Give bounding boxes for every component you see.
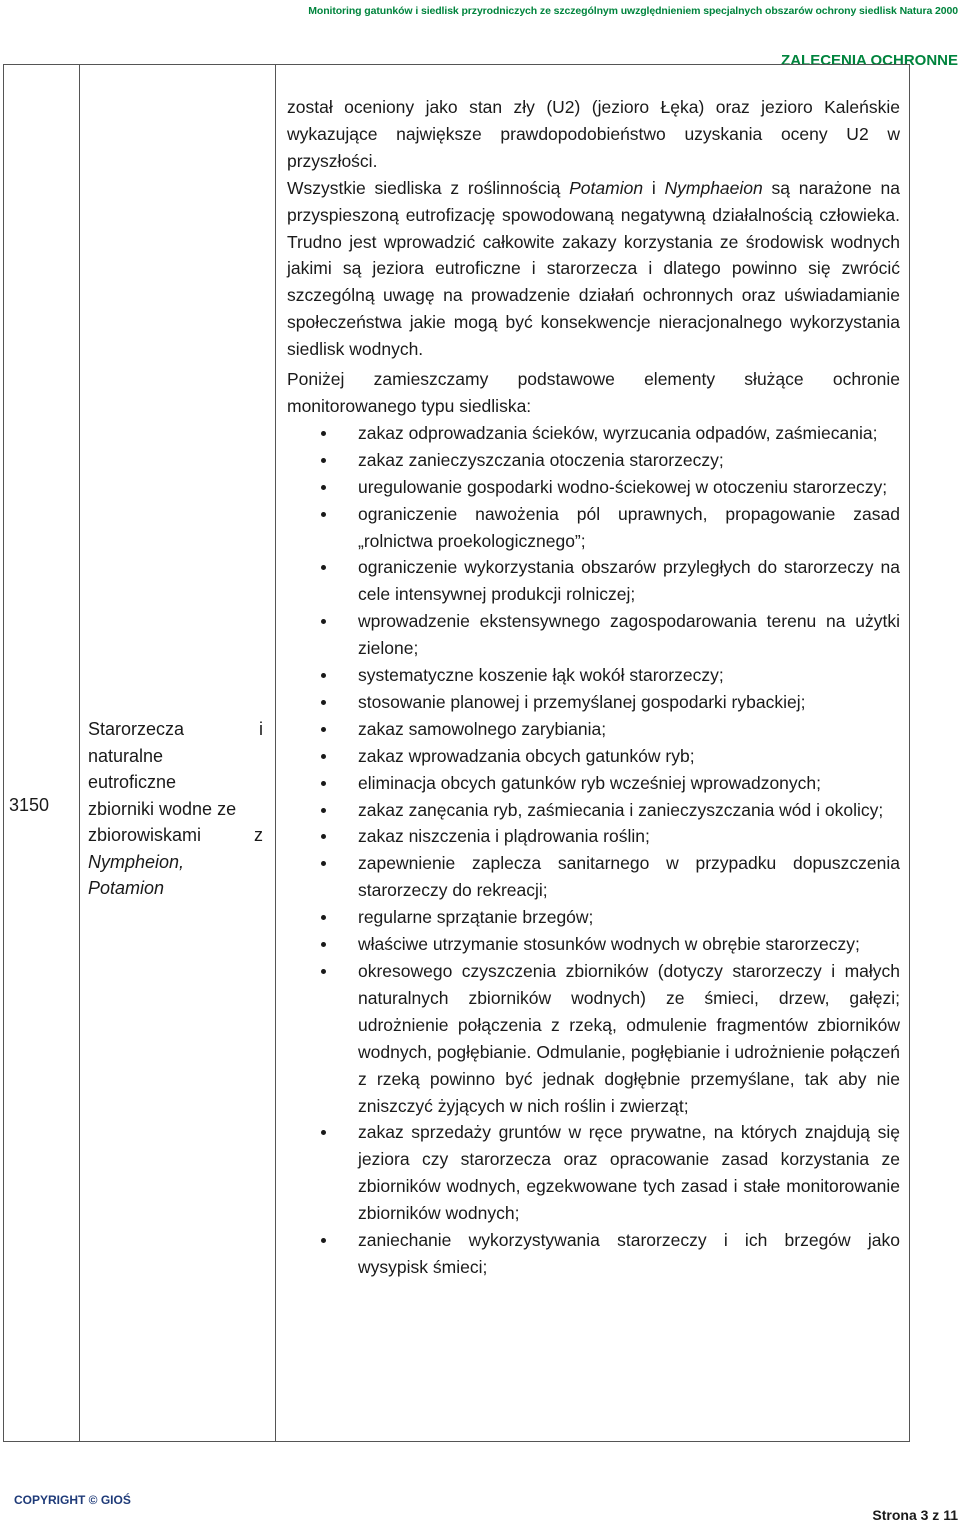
paragraph-eutrophication: Wszystkie siedliska z roślinnością Potamion i Nymphaeion są narażone na przyspieszoną eutrofizację spowodowaną negatywną działalnością człowieka. Trudno jest wprowadzić całkowite zakazy korzystania ze środowisk wodnych jakimi są jeziora eutroficzne i starorzecza i dlatego powinno się zwrócić szczególną uwagę na prowadzenie działań ochronnych oraz uświadamianie społeczeństwa jakie mogą być konsekwencje nieracjonalnego wykorzystania siedlisk wodnych. <box>287 177 900 360</box>
recommendations-text <box>287 94 900 1281</box>
habitat-name <box>88 716 263 902</box>
habitat-name-line: eutroficzne <box>88 772 177 792</box>
document-header-title: Monitoring gatunków i siedlisk przyrodniczych ze szczególnym uwzględnieniem specjalnych obszarów ochrony siedlisk Natura 2000 <box>308 5 958 17</box>
habitat-name-line: zbiorniki wodne ze <box>88 798 237 819</box>
list-item: zakaz wprowadzania obcych gatunków ryb; <box>287 743 900 770</box>
list-item: zapewnienie zaplecza sanitarnego w przypadku dopuszczenia starorzeczy do rekreacji; <box>287 850 900 904</box>
habitat-name-line: Potamion <box>88 878 165 898</box>
list-item: zakaz zanęcania ryb, zaśmiecania i zanieczyszczania wód i okolicy; <box>287 797 900 824</box>
paragraph-assessment: został oceniony jako stan zły (U2) (jezioro Łęka) oraz jezioro Kaleńskie wykazujące największe prawdopodobieństwo uzyskania oceny U2 w przyszłości. <box>287 97 900 171</box>
habitat-name-line: naturalne <box>88 745 164 766</box>
list-item: systematyczne koszenie łąk wokół starorzeczy; <box>287 662 900 689</box>
list-item: eliminacja obcych gatunków ryb wcześniej wprowadzonych; <box>287 770 900 797</box>
list-item: stosowanie planowej i przemyślanej gospodarki rybackiej; <box>287 689 900 716</box>
list-item: ograniczenie nawożenia pól uprawnych, propagowanie zasad „rolnictwa proekologicznego”; <box>287 501 900 555</box>
header-bar <box>0 0 960 22</box>
list-item: zakaz sprzedaży gruntów w ręce prywatne, na których znajdują się jeziora czy starorzecza oraz opracowanie zasad korzystania ze zbiorników wodnych, egzekwowane tych zasad i stałe monitorowanie zbiorników wodnych; <box>287 1119 900 1227</box>
habitat-name-line: Starorzecza i <box>88 719 263 739</box>
habitat-name-line: Nympheion, <box>88 851 185 872</box>
list-item: ograniczenie wykorzystania obszarów przyległych do starorzeczy na cele intensywnej produkcji rolniczej; <box>287 554 900 608</box>
list-item: wprowadzenie ekstensywnego zagospodarowania terenu na użytki zielone; <box>287 608 900 662</box>
list-item: uregulowanie gospodarki wodno-ściekowej w otoczeniu starorzeczy; <box>287 474 900 501</box>
list-item: właściwe utrzymanie stosunków wodnych w obrębie starorzeczy; <box>287 931 900 958</box>
paragraph-intro: Poniżej zamieszczamy podstawowe elementy służące ochronie monitorowanego typu siedliska: <box>287 369 900 416</box>
section-title: ZALECENIA OCHRONNE <box>781 52 958 69</box>
list-item: zakaz samowolnego zarybiania; <box>287 716 900 743</box>
list-item: zaniechanie wykorzystywania starorzeczy i ich brzegów jako wysypisk śmieci; <box>287 1227 900 1281</box>
habitat-code: 3150 <box>9 795 50 815</box>
list-item: zakaz niszczenia i plądrowania roślin; <box>287 823 900 850</box>
table-column-divider <box>79 65 80 1441</box>
table-column-divider <box>275 65 276 1441</box>
list-item: okresowego czyszczenia zbiorników (dotyczy starorzeczy i małych naturalnych zbiorników wodnych) ze śmieci, drzew, gałęzi; udrożnienie połączenia z rzeką, odmulenie fragmentów zbiorników wodnych, pogłębianie. Odmulanie, pogłębianie i udrożnienie połączeń z rzeką powinno być jednak dogłębnie przemyślane, tak aby nie zniszczyć żyjących w nich roślin i zwierząt; <box>287 958 900 1119</box>
list-item: regularne sprzątanie brzegów; <box>287 904 900 931</box>
footer-page-number: Strona 3 z 11 <box>872 1507 958 1523</box>
footer-copyright: COPYRIGHT © GIOŚ <box>14 1493 131 1507</box>
protection-measures-list <box>287 420 900 1281</box>
list-item: zakaz odprowadzania ścieków, wyrzucania odpadów, zaśmiecania; <box>287 420 900 447</box>
habitat-name-line: zbiorowiskami z <box>88 825 263 845</box>
list-item: zakaz zanieczyszczania otoczenia starorzeczy; <box>287 447 900 474</box>
